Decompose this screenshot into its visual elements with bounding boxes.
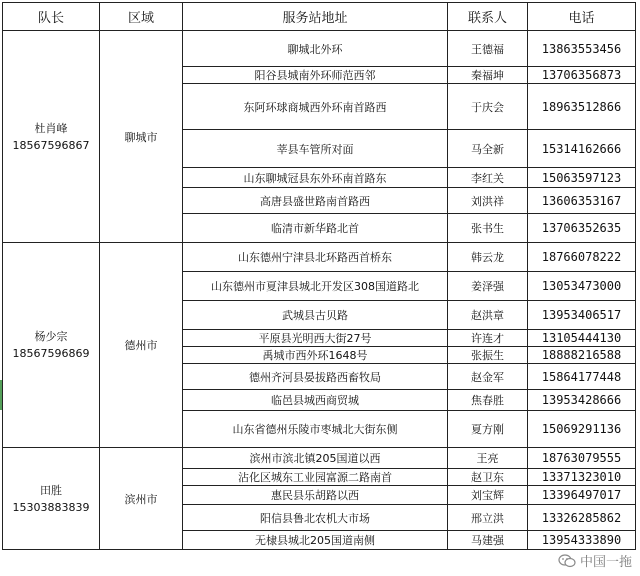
address-cell: 东阿环球商城西外环南首路西 bbox=[183, 84, 448, 130]
table-row bbox=[3, 243, 636, 272]
region-cell: 聊城市 bbox=[100, 31, 183, 243]
phone-cell: 15063597123 bbox=[528, 168, 636, 188]
team-leader-cell bbox=[3, 31, 100, 243]
contact-cell: 姜泽强 bbox=[448, 272, 528, 301]
phone-cell: 18963512866 bbox=[528, 84, 636, 130]
table-row bbox=[3, 448, 636, 469]
phone-cell: 13953406517 bbox=[528, 301, 636, 330]
header-row bbox=[3, 3, 636, 31]
address-cell: 临清市新华路北首 bbox=[183, 214, 448, 243]
header-contact: 联系人 bbox=[448, 3, 528, 31]
phone-cell: 18766078222 bbox=[528, 243, 636, 272]
contact-cell: 于庆会 bbox=[448, 84, 528, 130]
phone-cell: 13706356873 bbox=[528, 67, 636, 84]
address-cell: 滨州市滨北镇205国道以西 bbox=[183, 448, 448, 469]
contact-cell: 赵金军 bbox=[448, 364, 528, 390]
address-cell: 莘县车管所对面 bbox=[183, 130, 448, 168]
contact-cell: 刘洪祥 bbox=[448, 188, 528, 214]
watermark bbox=[558, 551, 632, 570]
contact-cell: 马全新 bbox=[448, 130, 528, 168]
leader-phone: 15303883839 bbox=[12, 500, 90, 514]
address-cell: 禹城市西外环1648号 bbox=[183, 347, 448, 364]
region-cell: 德州市 bbox=[100, 243, 183, 448]
phone-cell: 13953428666 bbox=[528, 390, 636, 411]
contact-cell: 焦春胜 bbox=[448, 390, 528, 411]
phone-cell: 18888216588 bbox=[528, 347, 636, 364]
address-cell: 武城县古贝路 bbox=[183, 301, 448, 330]
address-cell: 德州齐河县晏拔路西畜牧局 bbox=[183, 364, 448, 390]
phone-cell: 15864177448 bbox=[528, 364, 636, 390]
address-cell: 临邑县城西商贸城 bbox=[183, 390, 448, 411]
leader-name: 田胜 bbox=[40, 483, 62, 497]
leader-phone: 18567596867 bbox=[12, 138, 90, 152]
leader-name: 杨少宗 bbox=[34, 330, 68, 343]
team-leader-cell bbox=[3, 243, 100, 448]
edge-marker bbox=[0, 380, 2, 410]
address-cell: 平原县光明西大街27号 bbox=[183, 330, 448, 347]
phone-cell: 13863553456 bbox=[528, 31, 636, 67]
contact-cell: 许连才 bbox=[448, 330, 528, 347]
contact-cell: 马建强 bbox=[448, 531, 528, 550]
address-cell: 山东省德州乐陵市枣城北大街东侧 bbox=[183, 411, 448, 448]
phone-cell: 13396497017 bbox=[528, 486, 636, 505]
contact-cell: 王亮 bbox=[448, 448, 528, 469]
phone-cell: 15069291136 bbox=[528, 411, 636, 448]
contact-cell: 刘宝辉 bbox=[448, 486, 528, 505]
team-leader-cell bbox=[3, 448, 100, 550]
contact-cell: 张书生 bbox=[448, 214, 528, 243]
contact-cell: 王德福 bbox=[448, 31, 528, 67]
phone-cell: 18763079555 bbox=[528, 448, 636, 469]
phone-cell: 13105444130 bbox=[528, 330, 636, 347]
address-cell: 山东聊城冠县东外环南首路东 bbox=[183, 168, 448, 188]
wechat-icon bbox=[558, 554, 576, 568]
phone-cell: 13053473000 bbox=[528, 272, 636, 301]
phone-cell: 13954333890 bbox=[528, 531, 636, 550]
address-cell: 山东德州市夏津县城北开发区308国道路北 bbox=[183, 272, 448, 301]
leader-name: 杜肖峰 bbox=[34, 121, 68, 135]
address-cell: 高唐县盛世路南首路西 bbox=[183, 188, 448, 214]
header-address: 服务站地址 bbox=[183, 3, 448, 31]
address-cell: 阳信县鲁北农机大市场 bbox=[183, 505, 448, 531]
header-phone: 电话 bbox=[528, 3, 636, 31]
header-region: 区域 bbox=[100, 3, 183, 31]
phone-cell: 13371323010 bbox=[528, 469, 636, 486]
address-cell: 惠民县乐胡路以西 bbox=[183, 486, 448, 505]
phone-cell: 13606353167 bbox=[528, 188, 636, 214]
contact-cell: 赵卫东 bbox=[448, 469, 528, 486]
address-cell: 沾化区城东工业园富源二路南首 bbox=[183, 469, 448, 486]
service-station-table bbox=[2, 2, 636, 550]
contact-cell: 夏方刚 bbox=[448, 411, 528, 448]
contact-cell: 邢立洪 bbox=[448, 505, 528, 531]
address-cell: 无棣县城北205国道南侧 bbox=[183, 531, 448, 550]
contact-cell: 赵洪章 bbox=[448, 301, 528, 330]
table-body bbox=[3, 31, 636, 550]
address-cell: 阳谷县城南外环师范西邻 bbox=[183, 67, 448, 84]
watermark-text: 中国一拖 bbox=[579, 555, 632, 570]
contact-cell: 李红关 bbox=[448, 168, 528, 188]
contact-cell: 张振生 bbox=[448, 347, 528, 364]
phone-cell: 15314162666 bbox=[528, 130, 636, 168]
contact-cell: 秦福坤 bbox=[448, 67, 528, 84]
phone-cell: 13326285862 bbox=[528, 505, 636, 531]
phone-cell: 13706352635 bbox=[528, 214, 636, 243]
address-cell: 山东德州宁津县北环路西首桥东 bbox=[183, 243, 448, 272]
contact-cell: 韩云龙 bbox=[448, 243, 528, 272]
address-cell: 聊城北外环 bbox=[183, 31, 448, 67]
table-row bbox=[3, 31, 636, 67]
header-leader: 队长 bbox=[3, 3, 100, 31]
leader-phone: 18567596869 bbox=[12, 347, 90, 360]
region-cell: 滨州市 bbox=[100, 448, 183, 550]
